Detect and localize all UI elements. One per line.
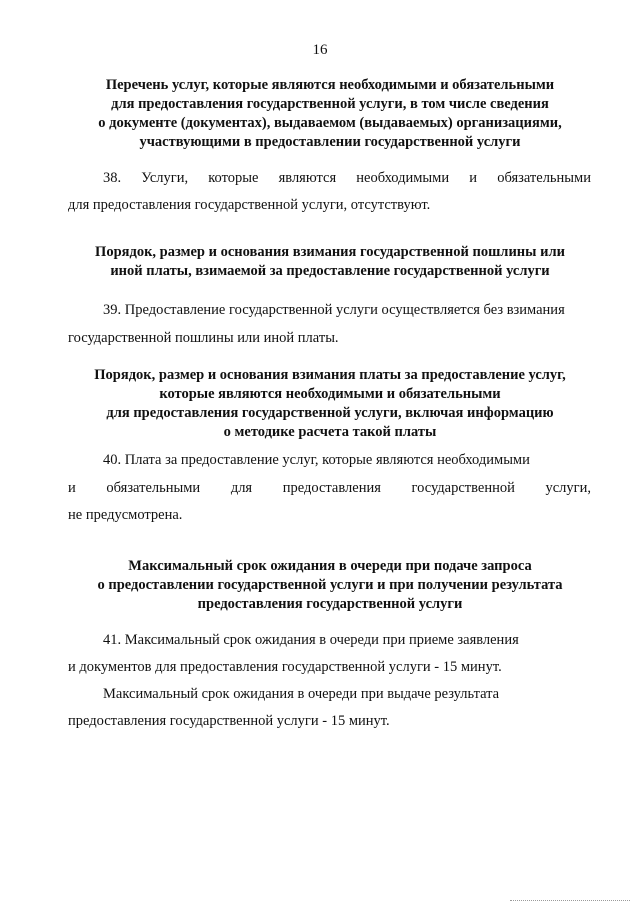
paragraph-41-line-1: 41. Максимальный срок ожидания в очереди при приеме заявления — [103, 632, 519, 648]
word: и — [469, 170, 478, 186]
section-heading-state-fee — [60, 243, 600, 281]
section-heading-services-list — [60, 76, 600, 152]
word: услуги, — [545, 480, 591, 496]
paragraph-40-line-3: не предусмотрена. — [68, 507, 183, 523]
heading-line: иной платы, взимаемой за предоставление государственной услуги — [110, 263, 550, 279]
heading-line: о документе (документах), выдаваемом (выдаваемых) организациями, — [98, 115, 562, 131]
section-heading-service-fee — [60, 366, 600, 442]
paragraph-40-line-1: 40. Плата за предоставление услуг, которые являются необходимыми — [103, 452, 530, 468]
paragraph-39-line-2: государственной пошлины или иной платы. — [68, 330, 339, 346]
heading-line: для предоставления государственной услуги, включая информацию — [106, 405, 554, 421]
heading-line: предоставления государственной услуги — [197, 596, 463, 612]
paragraph-38-line-1 — [103, 170, 591, 187]
heading-line: Порядок, размер и основания взимания платы за предоставление услуг, — [94, 367, 566, 383]
word: и — [68, 480, 76, 496]
word: которые — [208, 170, 259, 186]
word: для — [230, 480, 253, 496]
word: обязательными — [497, 170, 591, 186]
paragraph-38-line-2: для предоставления государственной услуги, отсутствуют. — [68, 197, 431, 213]
word: государственной — [411, 480, 515, 496]
heading-line: для предоставления государственной услуги, в том числе сведения — [111, 96, 549, 112]
heading-line: о предоставлении государственной услуги и при получении результата — [97, 577, 563, 593]
heading-line: участвующими в предоставлении государственной услуги — [139, 134, 521, 150]
paragraph-39-line-1: 39. Предоставление государственной услуги осуществляется без взимания — [103, 302, 565, 318]
section-heading-queue-time — [60, 557, 600, 614]
paragraph-41-line-3: Максимальный срок ожидания в очереди при выдаче результата — [103, 686, 500, 702]
heading-line: Максимальный срок ожидания в очереди при подаче запроса — [128, 558, 532, 574]
word: Услуги, — [141, 170, 189, 186]
word: предоставления — [282, 480, 381, 496]
word: необходимыми — [356, 170, 450, 186]
heading-line: о методике расчета такой платы — [223, 424, 437, 440]
paragraph-40-line-2 — [68, 480, 591, 497]
heading-line: Порядок, размер и основания взимания государственной пошлины или — [95, 244, 565, 260]
word: являются — [278, 170, 337, 186]
word: 38. — [103, 170, 122, 186]
word: обязательными — [106, 480, 201, 496]
heading-line: Перечень услуг, которые являются необходимыми и обязательными — [105, 77, 555, 93]
paragraph-41-line-2: и документов для предоставления государственной услуги - 15 минут. — [68, 659, 502, 675]
page-number: 16 — [312, 42, 328, 58]
scan-artifact-dots — [510, 898, 630, 901]
paragraph-41-line-4: предоставления государственной услуги - 15 минут. — [68, 713, 390, 729]
heading-line: которые являются необходимыми и обязательными — [159, 386, 501, 402]
